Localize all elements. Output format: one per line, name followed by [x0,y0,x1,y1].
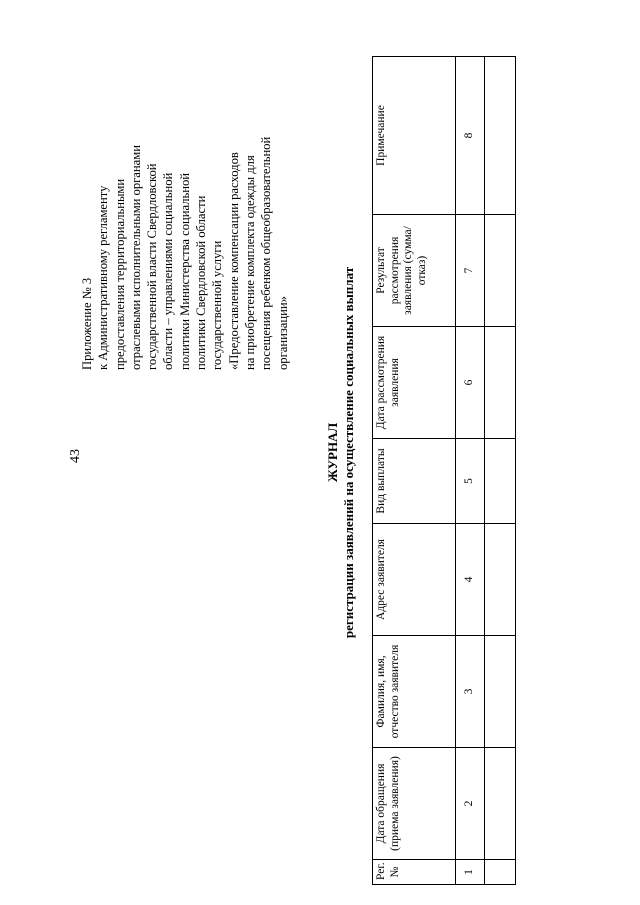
empty-cell [485,327,516,439]
appendix-block [79,40,291,370]
column-header-reg-number: Рег. № [373,860,456,885]
journal-title: ЖУРНАЛ [325,422,340,483]
column-number: 3 [456,636,485,748]
empty-cell [485,860,516,885]
column-header-application-date: Дата обращения (приема заявления) [373,748,456,860]
table-row [485,57,516,885]
column-header-review-date: Дата рассмотрения заявления [373,327,456,439]
column-number: 8 [456,57,485,215]
appendix-line: государственной услуги [210,240,225,370]
column-number: 5 [456,439,485,524]
column-header-note: Примечание [373,57,456,215]
column-number: 4 [456,524,485,636]
column-header-review-result: Результат рассмотрения заявления (сумма/отказ) [373,215,456,327]
column-header-payment-type: Вид выплаты [373,439,456,524]
appendix-line: политики Свердловской области [194,195,209,370]
page-number: 43 [68,449,83,463]
appendix-line: «Предоставление компенсации расходов [226,152,241,370]
appendix-line: организации» [275,296,290,370]
column-number: 6 [456,327,485,439]
column-number: 1 [456,860,485,885]
table-header-row [373,57,456,885]
appendix-line: отраслевыми исполнительными органами [128,145,143,370]
empty-cell [485,524,516,636]
appendix-line: Приложение № 3 [80,277,94,370]
empty-cell [485,57,516,215]
journal-table [372,56,516,885]
column-number-row [456,57,485,885]
empty-cell [485,215,516,327]
journal-subtitle: регистрации заявлений на осуществление социальных выплат [340,266,356,639]
appendix-line: государственной власти Свердловской [145,163,160,370]
column-number: 2 [456,748,485,860]
appendix-line: области – управлениями социальной [161,172,176,370]
appendix-line: политики Министерства социальной [177,172,192,370]
appendix-line: на приобретение комплекта одежды для [242,155,257,370]
empty-cell [485,636,516,748]
column-header-applicant-address: Адрес заявителя [373,524,456,636]
appendix-line: посещения ребенком общеобразовательной [259,136,274,370]
column-number: 7 [456,215,485,327]
journal-heading [325,20,356,885]
empty-cell [485,748,516,860]
appendix-line: предоставления территориальными [112,178,127,370]
appendix-line: к Административному регламенту [96,185,111,370]
empty-cell [485,439,516,524]
column-header-applicant-name: Фамилия, имя, отчество заявителя [373,636,456,748]
